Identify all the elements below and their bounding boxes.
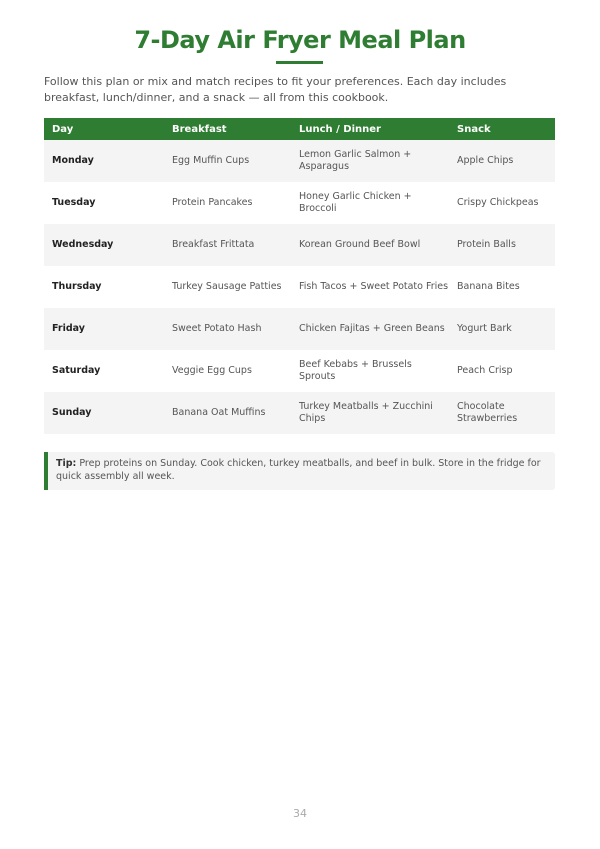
snack-cell: Apple Chips [449, 140, 555, 182]
lunch-dinner-cell: Lemon Garlic Salmon + Asparagus [291, 140, 449, 182]
page-number: 34 [293, 807, 307, 820]
day-cell: Monday [44, 140, 164, 182]
snack-cell: Protein Balls [449, 224, 555, 266]
day-cell: Friday [44, 308, 164, 350]
snack-cell: Yogurt Bark [449, 308, 555, 350]
tip-label: Tip: [56, 458, 77, 469]
table-row [44, 392, 555, 434]
lunch-dinner-cell: Turkey Meatballs + Zucchini Chips [291, 392, 449, 434]
table-row [44, 266, 555, 308]
table-row [44, 140, 555, 182]
table-row [44, 308, 555, 350]
intro-paragraph: Follow this plan or mix and match recipes to fit your preferences. Each day includes breakfast, lunch/dinner, and a snack — all from this cookbook. [44, 75, 507, 104]
table-row [44, 182, 555, 224]
tip-text: Prep proteins on Sunday. Cook chicken, turkey meatballs, and beef in bulk. Store in the fridge for quick assembly all week. [56, 458, 541, 482]
breakfast-cell: Banana Oat Muffins [164, 392, 291, 434]
tip-callout [44, 452, 555, 490]
snack-cell: Banana Bites [449, 266, 555, 308]
header-snack: Snack [449, 118, 555, 140]
header-lunch-dinner: Lunch / Dinner [291, 118, 449, 140]
breakfast-cell: Veggie Egg Cups [164, 350, 291, 392]
snack-cell: Chocolate Strawberries [449, 392, 555, 434]
day-cell: Wednesday [44, 224, 164, 266]
lunch-dinner-cell: Fish Tacos + Sweet Potato Fries [291, 266, 449, 308]
day-cell: Saturday [44, 350, 164, 392]
lunch-dinner-cell: Chicken Fajitas + Green Beans [291, 308, 449, 350]
breakfast-cell: Egg Muffin Cups [164, 140, 291, 182]
snack-cell: Crispy Chickpeas [449, 182, 555, 224]
header-breakfast: Breakfast [164, 118, 291, 140]
meal-plan-table [44, 118, 555, 434]
table-row [44, 350, 555, 392]
breakfast-cell: Breakfast Frittata [164, 224, 291, 266]
lunch-dinner-cell: Honey Garlic Chicken + Broccoli [291, 182, 449, 224]
lunch-dinner-cell: Korean Ground Beef Bowl [291, 224, 449, 266]
lunch-dinner-cell: Beef Kebabs + Brussels Sprouts [291, 350, 449, 392]
page-title: 7-Day Air Fryer Meal Plan [134, 26, 466, 54]
breakfast-cell: Protein Pancakes [164, 182, 291, 224]
day-cell: Sunday [44, 392, 164, 434]
breakfast-cell: Sweet Potato Hash [164, 308, 291, 350]
breakfast-cell: Turkey Sausage Patties [164, 266, 291, 308]
table-header-row [44, 118, 555, 140]
table-row [44, 224, 555, 266]
day-cell: Thursday [44, 266, 164, 308]
day-cell: Tuesday [44, 182, 164, 224]
snack-cell: Peach Crisp [449, 350, 555, 392]
header-day: Day [44, 118, 164, 140]
title-underline [276, 61, 323, 64]
